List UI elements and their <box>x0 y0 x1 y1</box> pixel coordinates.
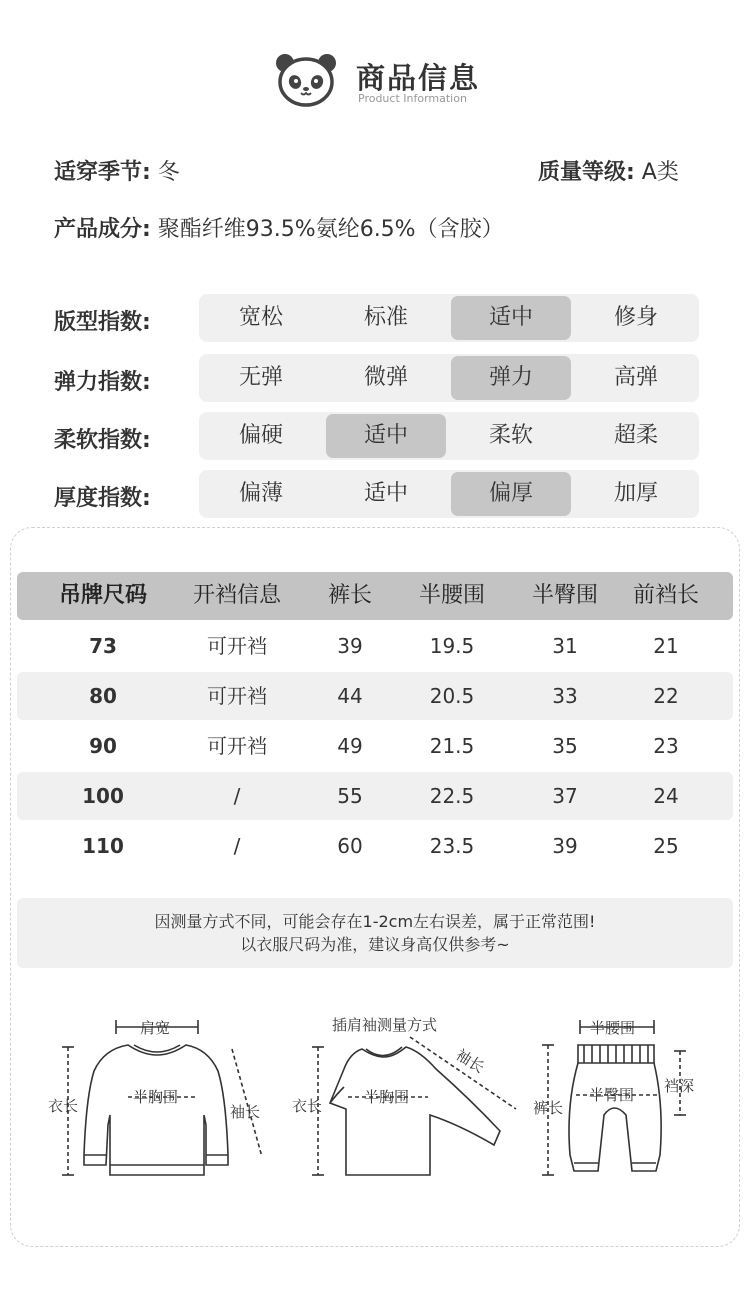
fit-option-selected: 适中 <box>451 296 571 340</box>
header-half-hip: 半臀围 <box>531 583 598 608</box>
cell-waist: 19.5 <box>429 634 475 658</box>
cell-length: 39 <box>337 634 363 658</box>
sweater-sleeve-label: 袖长 <box>230 1103 261 1121</box>
raglan-sleeve-label: 袖长 <box>452 1045 488 1077</box>
cell-size: 80 <box>89 684 117 708</box>
cell-rise: 24 <box>653 784 679 808</box>
raglan-length-label: 衣长 <box>292 1097 323 1115</box>
cell-length: 55 <box>337 784 363 808</box>
cell-rise: 22 <box>653 684 679 708</box>
cell-size: 90 <box>89 734 117 758</box>
cell-size: 100 <box>82 784 124 808</box>
header-front-rise: 前裆长 <box>632 583 699 608</box>
table-row <box>17 672 733 720</box>
cell-hip: 35 <box>552 734 578 758</box>
cell-crotch: 可开裆 <box>207 684 267 708</box>
cell-waist: 22.5 <box>429 784 475 808</box>
pants-waist-label: 半腰围 <box>590 1019 636 1037</box>
cell-rise: 23 <box>653 734 679 758</box>
softness-option-selected: 适中 <box>326 414 446 458</box>
cell-waist: 23.5 <box>429 834 475 858</box>
softness-index-bar <box>199 412 699 460</box>
cell-length: 60 <box>337 834 363 858</box>
thickness-option: 适中 <box>363 481 408 506</box>
stretch-option-selected: 弹力 <box>451 356 571 400</box>
cell-crotch: 可开裆 <box>207 734 267 758</box>
raglan-chest-label: 半胸围 <box>364 1088 410 1106</box>
composition-label: 产品成分: <box>54 217 151 242</box>
fit-option: 标准 <box>363 305 408 330</box>
softness-option: 柔软 <box>488 423 533 448</box>
cell-length: 44 <box>337 684 363 708</box>
cell-waist: 20.5 <box>429 684 475 708</box>
header-crotch-info: 开裆信息 <box>192 583 281 608</box>
thickness-index-label: 厚度指数: <box>54 486 151 511</box>
cell-waist: 21.5 <box>429 734 475 758</box>
note-line-1: 因测量方式不同，可能会存在1-2cm左右误差，属于正常范围! <box>154 912 596 931</box>
cell-hip: 31 <box>552 634 578 658</box>
cell-hip: 33 <box>552 684 578 708</box>
thickness-option: 偏薄 <box>238 481 283 506</box>
sweater-length-label: 衣长 <box>48 1097 79 1115</box>
table-row <box>17 822 733 870</box>
cell-hip: 39 <box>552 834 578 858</box>
note-line-2: 以衣服尺码为准，建议身高仅供参考~ <box>240 935 510 954</box>
table-row <box>17 722 733 770</box>
raglan-diagram <box>312 1037 516 1175</box>
cell-crotch: / <box>233 834 241 858</box>
cell-rise: 25 <box>653 834 679 858</box>
fit-option: 宽松 <box>238 305 283 330</box>
cell-length: 49 <box>337 734 363 758</box>
table-row <box>17 772 733 820</box>
fit-option: 修身 <box>613 305 658 330</box>
cell-size: 110 <box>82 834 124 858</box>
page-header <box>274 52 504 108</box>
pants-length-label: 裤长 <box>533 1099 564 1117</box>
cell-rise: 21 <box>653 634 679 658</box>
panda-face-icon <box>274 52 338 108</box>
cell-crotch: 可开裆 <box>207 634 267 658</box>
thickness-option-selected: 偏厚 <box>451 472 571 516</box>
stretch-option: 高弹 <box>613 365 658 390</box>
composition-info <box>54 212 504 243</box>
season-value: 冬 <box>150 160 180 185</box>
softness-option: 偏硬 <box>238 423 283 448</box>
stretch-option: 无弹 <box>238 365 283 390</box>
shoulder-width-label: 肩宽 <box>140 1019 171 1037</box>
stretch-index-label: 弹力指数: <box>54 370 151 395</box>
pants-hip-label: 半臀围 <box>589 1086 635 1104</box>
cell-crotch: / <box>233 784 241 808</box>
table-row <box>17 622 733 670</box>
header-pants-length: 裤长 <box>327 583 372 608</box>
header-tag-size: 吊牌尺码 <box>58 583 147 608</box>
fit-index-label: 版型指数: <box>54 310 151 335</box>
composition-value: 聚酯纤维93.5%氨纶6.5%（含胶） <box>150 217 504 242</box>
thickness-option: 加厚 <box>613 481 658 506</box>
softness-option: 超柔 <box>613 423 658 448</box>
raglan-title-label: 插肩袖测量方式 <box>332 1016 438 1034</box>
measurement-diagrams <box>0 1005 750 1205</box>
quality-info <box>538 155 679 186</box>
season-info <box>54 155 180 186</box>
page-subtitle: Product Information <box>358 92 467 105</box>
cell-hip: 37 <box>552 784 578 808</box>
pants-rise-label: 裆深 <box>664 1077 695 1095</box>
header-half-waist: 半腰围 <box>418 583 485 608</box>
season-label: 适穿季节: <box>54 160 151 185</box>
page-title: 商品信息 <box>356 61 481 95</box>
sweater-chest-label: 半胸围 <box>133 1088 179 1106</box>
size-table-header <box>17 572 733 620</box>
quality-value: A类 <box>634 160 679 185</box>
stretch-index-bar <box>199 354 699 402</box>
stretch-option: 微弹 <box>363 365 408 390</box>
fit-index-bar <box>199 294 699 342</box>
cell-size: 73 <box>89 634 117 658</box>
quality-label: 质量等级: <box>538 160 635 185</box>
softness-index-label: 柔软指数: <box>54 428 151 453</box>
thickness-index-bar <box>199 470 699 518</box>
measurement-note <box>17 898 733 968</box>
